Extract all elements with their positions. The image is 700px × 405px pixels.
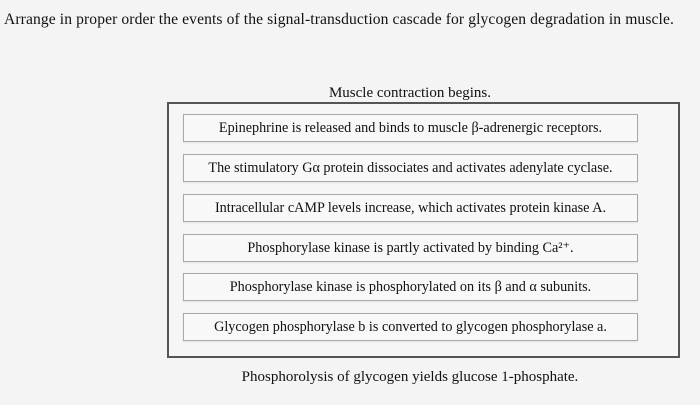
ordering-item-g-protein[interactable]: The stimulatory Gα protein dissociates and activates adenylate cyclase. [183, 154, 638, 182]
ordering-item-phosphorylase-conversion[interactable]: Glycogen phosphorylase b is converted to glycogen phosphorylase a. [183, 313, 638, 341]
end-event-label: Phosphorolysis of glycogen yields glucose 1-phosphate. [241, 369, 579, 385]
ordering-item-epinephrine[interactable]: Epinephrine is released and binds to muscle β-adrenergic receptors. [183, 114, 638, 142]
question-prompt: Arrange in proper order the events of the signal-transduction cascade for glycogen degradation in muscle. [4, 11, 674, 28]
ordering-item-calcium-binding[interactable]: Phosphorylase kinase is partly activated by binding Ca²⁺. [183, 234, 638, 262]
ordering-item-phosphorylation[interactable]: Phosphorylase kinase is phosphorylated on its β and α subunits. [183, 273, 638, 301]
start-event-label: Muscle contraction begins. [328, 85, 492, 101]
ordering-drop-zone[interactable] [167, 102, 680, 358]
ordering-item-camp[interactable]: Intracellular cAMP levels increase, which activates protein kinase A. [183, 194, 638, 222]
